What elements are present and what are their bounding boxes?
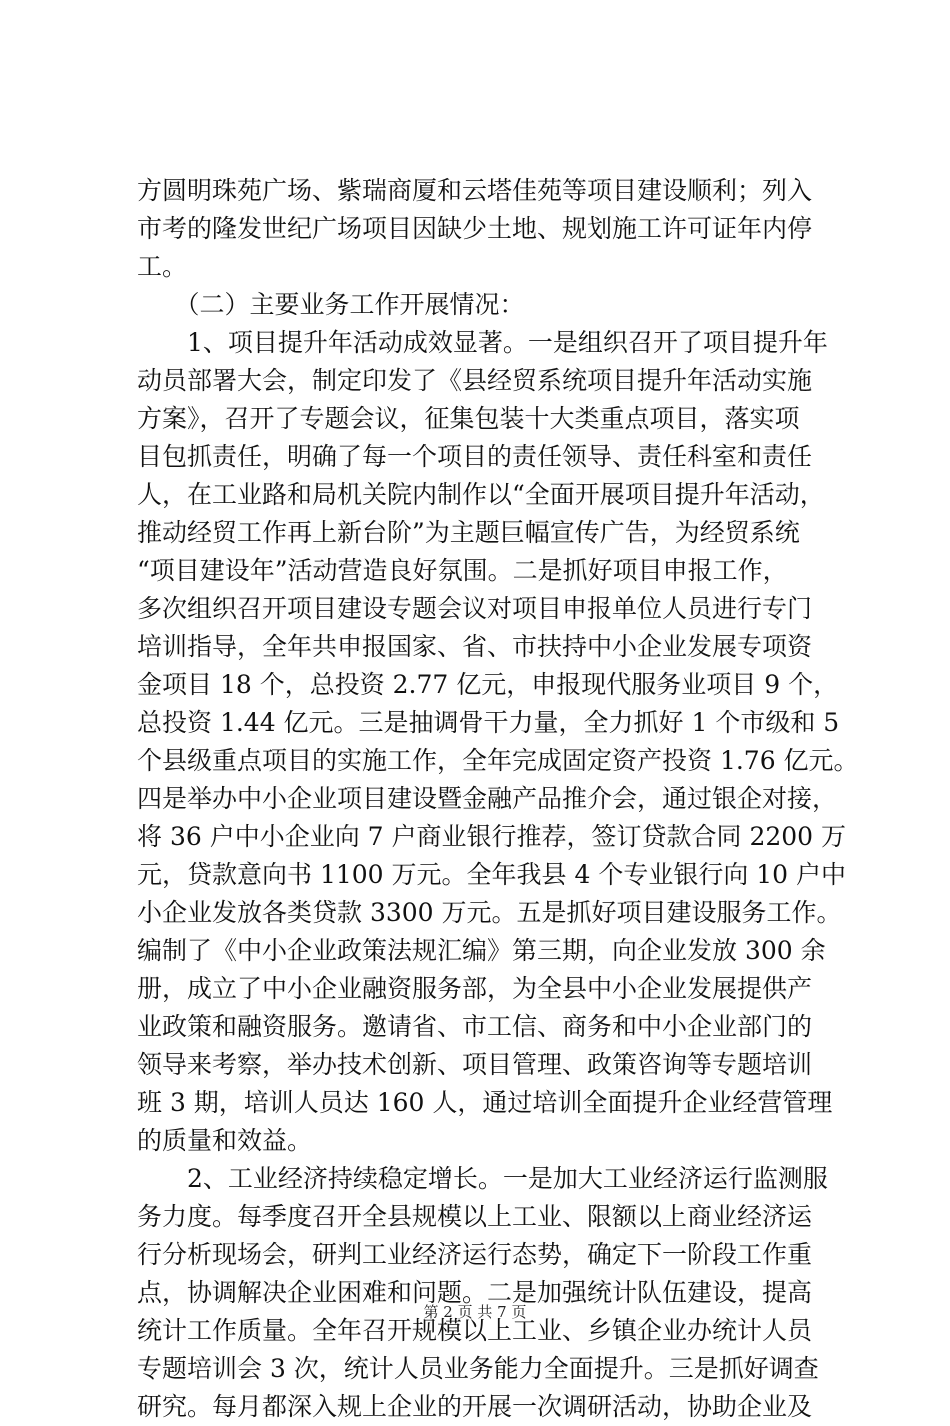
page-number-footer: 第 2 页 共 7 页	[423, 1303, 527, 1321]
text-line: 个县级重点项目的实施工作，全年完成固定资产投资 1.76 亿元。	[137, 746, 859, 775]
text-line: 推动经贸工作再上新台阶”为主题巨幅宣传广告，为经贸系统	[137, 518, 800, 547]
paragraph-start: 2、工业经济持续稳定增长。一是加大工业经济运行监测服	[137, 1164, 828, 1193]
text-line: “项目建设年”活动营造良好氛围。二是抓好项目申报工作，	[137, 556, 788, 585]
text-line: 市考的隆发世纪广场项目因缺少土地、规划施工许可证年内停	[137, 214, 813, 243]
paragraph-start: 1、项目提升年活动成效显著。一是组织召开了项目提升年	[137, 328, 828, 357]
text-line: 业政策和融资服务。邀请省、市工信、商务和中小企业部门的	[137, 1012, 813, 1041]
text-line: 人，在工业路和局机关院内制作以“全面开展项目提升年活动，	[137, 480, 825, 509]
text-line: 编制了《中小企业政策法规汇编》第三期，向企业发放 300 余	[137, 936, 826, 965]
text-line: 将 36 户中小企业向 7 户商业银行推荐，签订贷款合同 2200 万	[137, 822, 847, 851]
text-line: 多次组织召开项目建设专题会议对项目申报单位人员进行专门	[137, 594, 813, 623]
text-line: 金项目 18 个，总投资 2.77 亿元，申报现代服务业项目 9 个，	[137, 670, 839, 699]
text-line: 统计工作质量。全年召开规模以上工业、乡镇企业办统计人员	[137, 1316, 813, 1345]
text-line: 的质量和效益。	[137, 1126, 313, 1155]
text-line: 务力度。每季度召开全县规模以上工业、限额以上商业经济运	[137, 1202, 813, 1231]
text-line: 动员部署大会，制定印发了《县经贸系统项目提升年活动实施	[137, 366, 813, 395]
text-line: 工。	[137, 252, 188, 281]
text-line: 元，贷款意向书 1100 万元。全年我县 4 个专业银行向 10 户中	[137, 860, 847, 889]
text-line: 点，协调解决企业困难和问题。二是加强统计队伍建设，提高	[137, 1278, 813, 1307]
text-line: 总投资 1.44 亿元。三是抽调骨干力量，全力抓好 1 个市级和 5	[137, 708, 840, 737]
document-body	[137, 172, 859, 1426]
text-line: 行分析现场会，研判工业经济运行态势，确定下一阶段工作重	[137, 1240, 813, 1269]
text-line: 培训指导，全年共申报国家、省、市扶持中小企业发展专项资	[137, 632, 813, 661]
text-line: 研究。每月都深入规上企业的开展一次调研活动，协助企业及	[137, 1392, 813, 1421]
text-line: 方圆明珠苑广场、紫瑞商厦和云塔佳苑等项目建设顺利；列入	[137, 176, 813, 205]
text-line: 四是举办中小企业项目建设暨金融产品推介会，通过银企对接，	[137, 784, 838, 813]
text-line: 领导来考察，举办技术创新、项目管理、政策咨询等专题培训	[137, 1050, 813, 1079]
text-line: 册，成立了中小企业融资服务部，为全县中小企业发展提供产	[137, 974, 813, 1003]
text-line: 方案》，召开了专题会议，征集包装十大类重点项目，落实项	[137, 404, 800, 433]
text-line: 小企业发放各类贷款 3300 万元。五是抓好项目建设服务工作。	[137, 898, 842, 927]
text-line: 专题培训会 3 次，统计人员业务能力全面提升。三是抓好调查	[137, 1354, 819, 1383]
text-line: 目包抓责任，明确了每一个项目的责任领导、责任科室和责任	[137, 442, 813, 471]
section-heading: （二）主要业务工作开展情况：	[137, 290, 525, 319]
text-line: 班 3 期，培训人员达 160 人，通过培训全面提升企业经营管理	[137, 1088, 833, 1117]
